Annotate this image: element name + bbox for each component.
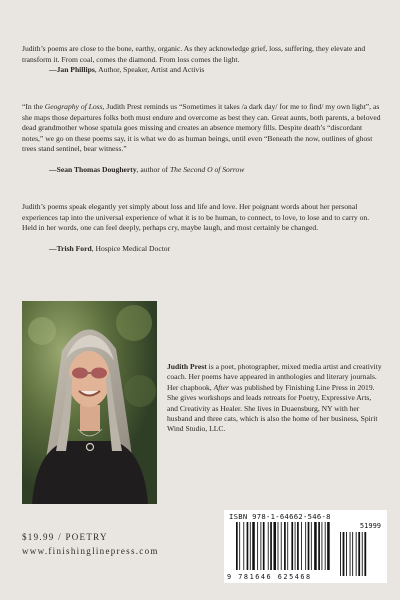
barcode-bar — [305, 522, 306, 570]
attribution-role: , Author, Speaker, Artist and Activis — [94, 65, 205, 74]
barcode-bar — [273, 522, 276, 570]
barcode-bar — [308, 522, 310, 570]
author-bio — [167, 362, 382, 435]
barcode-supplement-bar — [350, 532, 351, 576]
barcode-bar — [236, 522, 238, 570]
author-photo — [22, 301, 157, 504]
bio-text-part-1: is a poet, photographer, mixed media artist and creativity coach. Her poems have appeared in anthologies and literary journals. Her chapbook, — [167, 362, 382, 392]
barcode-supplement-bar — [362, 532, 363, 576]
barcode-bar — [252, 522, 255, 570]
barcode-bar — [327, 522, 330, 570]
barcode-bar — [270, 522, 272, 570]
barcode-bar — [278, 522, 279, 570]
price-and-category: $19.99 / POETRY — [22, 532, 108, 542]
barcode-bar — [247, 522, 249, 570]
barcode-bar — [287, 522, 288, 570]
barcode-bar — [250, 522, 251, 570]
attribution-jan-phillips — [49, 65, 204, 76]
ean-digits: 9 781646 625468 — [227, 573, 312, 581]
attribution-role: , Hospice Medical Doctor — [91, 244, 171, 253]
barcode-bar — [291, 522, 293, 570]
publisher-website: www.finishinglinepress.com — [22, 546, 159, 556]
barcode-bar — [311, 522, 312, 570]
chapbook-title: After — [213, 382, 229, 392]
attribution-trish-ford — [49, 244, 170, 255]
barcode-bar — [268, 522, 269, 570]
barcode-supplement-bar — [340, 532, 341, 576]
barcode-bar — [284, 522, 286, 570]
barcode-bar — [297, 522, 299, 570]
isbn-barcode — [224, 510, 387, 583]
blurb-open: “In the — [22, 102, 45, 111]
barcode-supplement-bar — [343, 532, 345, 576]
attribution-author: —Trish Ford — [49, 244, 92, 253]
attribution-author: —Sean Thomas Dougherty — [49, 165, 137, 174]
barcode-bar — [325, 522, 326, 570]
book-title: Geography of Loss — [44, 102, 103, 111]
author-name: Judith Prest — [167, 362, 207, 371]
isbn-number: ISBN 978-1-64662-546-8 — [229, 512, 331, 521]
attribution-book-title: The Second O of Sorrow — [169, 165, 245, 174]
barcode-supplement-bar — [346, 532, 347, 576]
blurb-sean-thomas-dougherty — [22, 102, 384, 155]
barcode-bar — [281, 522, 282, 570]
blurb-trish-ford — [22, 202, 384, 234]
bio-text-part-2: was published by Finishing Line Press in 2019. She gives workshops and leads retreats for Poetry, Expressive Arts, and Creativity as Healer. She lives in Duaensburg, NY with her husband and three cats, which is also the home of her business, Spirit Wind Studio, LLC. — [167, 382, 378, 434]
barcode-supplement-bar — [352, 532, 353, 576]
barcode-bar — [314, 522, 317, 570]
barcode-bar — [260, 522, 261, 570]
author-portrait-illustration — [22, 301, 157, 504]
barcode-bar — [263, 522, 265, 570]
attribution-author: —Jan Phillips — [49, 65, 95, 74]
attribution-role: , author of — [136, 165, 170, 174]
barcode-supplement-bar — [356, 532, 357, 576]
barcode-supplement-bar — [364, 532, 366, 576]
blurb-jan-phillips — [22, 44, 384, 65]
barcode-bar — [239, 522, 240, 570]
barcode-bar — [295, 522, 296, 570]
barcode-supplement-bar — [358, 532, 360, 576]
barcode-bar — [322, 522, 323, 570]
barcode-price-code: 51999 — [359, 522, 381, 530]
blurb-text: , Judith Prest reminds us “Sometimes it takes /a dark day/ for me to find/ my own light”, as she maps those departures folks both must endure and overcome as best they can. Great aunts, both parents, a beloved dead grandmother whose spatula goes missing and creates an absence memory fills. Despite death’s “discordant notes,” we go on these poems say, it is what we do as human beings, until even “Beneath the now, outlines of ghost trees stand sentinel, bear witness.” — [22, 102, 381, 154]
attribution-sean-thomas-dougherty — [49, 165, 244, 176]
barcode-bar — [257, 522, 258, 570]
barcode-bar — [318, 522, 320, 570]
barcode-bar — [301, 522, 302, 570]
blurb-text: Judith’s poems are close to the bone, earthy, organic. As they acknowledge grief, loss, suffering, they elevate and transform it. From coal, comes the diamond. From loss comes the light. — [22, 44, 366, 64]
barcode-bar — [243, 522, 244, 570]
blurb-text: Judith’s poems speak elegantly yet simply about loss and life and love. Her poignant words about her personal experiences tap into the universal experience of what it is to be human, to connect, to love, to lose and to carry on. Held in her words, one can feel deeply, perhaps cry, maybe laugh, and most certainly be changed. — [22, 202, 370, 233]
